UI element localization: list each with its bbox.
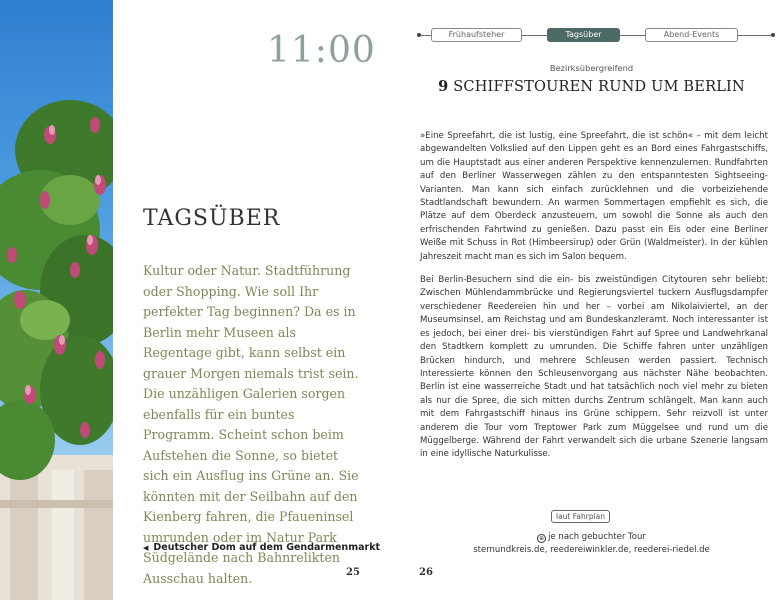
time-heading: 11:00 [267, 30, 376, 71]
web-icon: ⊕ [539, 535, 545, 542]
photo-caption [143, 542, 380, 553]
nav-dot-right [771, 33, 775, 37]
article-paragraph: »Eine Spreefahrt, die ist lustig, eine Spreefahrt, die ist schön« – mit dem leicht abgewandelten Volkslied auf den Lippen geht es an Bord eines Fahrgastschiffs, um die Hauptstadt aus einer anderen Perspektive kennenzulernen. Rundfahrten auf den Berliner Wasserwegen zählen zu den entspanntesten Sightseeing-Varianten. Man kann sich einfach zurücklehnen und die vorbeiziehende Stadtlandschaft bewundern. An warmen Sommertagen empfiehlt es sich, die Plätze auf dem Oberdeck anzusteuern, um sowohl die Sonne als auch den erfrischenden Fahrtwind zu genießen. Dazu passt ein Eis oder eine Berliner Weiße mit Schuss in Rot (Himbeersirup) oder Grün (Waldmeister). In der kühlen Jahreszeit macht man es sich im Salon bequem. [420, 131, 768, 262]
section-title: TAGSÜBER [143, 206, 281, 231]
nav-dot-left [417, 33, 421, 37]
photo-caption-text: Deutscher Dom auf dem Gendarmenmarkt [153, 542, 381, 553]
article-body [420, 130, 768, 472]
headline-number: 9 [438, 78, 449, 95]
tour-note: je nach gebuchter Tour [548, 532, 646, 542]
time-of-day-nav [419, 28, 773, 42]
price-badge: laut Fahrplan [551, 510, 610, 523]
page-number-right: 26 [419, 567, 433, 578]
page-number-left: 25 [346, 567, 360, 578]
intro-text: Kultur oder Natur. Stadtführung oder Shopping. Wie soll Ihr perfekter Tag beginnen? Da es in Berlin mehr Museen als Regentage gibt, kann selbst ein grauer Morgen niemals trist sein. Die unzähligen Galerien sorgen ebenfalls für ein buntes Programm. Scheint schon beim Aufstehen die Sonne, so bietet sich ein Ausflug ins Grüne an. Sie könnten mit der Seilbahn auf den Kienberg fahren, die Pfaueninsel umrunden oder im Natur Park Südgelände nach Bahnrelikten Ausschau halten. [143, 263, 359, 586]
headline-text: SCHIFFSTOUREN RUND UM BERLIN [453, 79, 745, 95]
tour-websites[interactable]: sternundkreis.de, reedereiwinkler.de, reederei-riedel.de [473, 545, 710, 555]
tour-info [419, 531, 764, 557]
tab-tagsueber[interactable]: Tagsüber [547, 28, 620, 42]
triangle-left-icon: ◀ [143, 543, 149, 552]
chestnut-blossom-photo [0, 0, 113, 600]
district-overline: Bezirksübergreifend [549, 63, 634, 73]
tree-illustration [0, 0, 113, 600]
tab-fruehaufsteher[interactable]: Frühaufsteher [431, 28, 522, 42]
tab-abend-events[interactable]: Abend-Events [645, 28, 738, 42]
article-paragraph: Bei Berlin-Besuchern sind die ein- bis zweistündigen Citytouren sehr beliebt: Zwischen Mühlendammbrücke und Regierungsviertel tuckern Ausflugsdampfer verschiedener Reedereien hin und her – vorbei am Nikolaiviertel, an der Museumsinsel, am Reichstag und am Bundeskanzleramt. Noch interessanter ist es jedoch, bei einer drei- bis vierstündigen Fahrt auf Spree und Landwehrkanal den Stadtkern komplett zu umrunden. Die Schiffe fahren unter unzähligen Brücken hindurch, und mehrere Schleusen werden passiert. Technisch Interessierte können den Schleusenvorgang aus nächster Nähe beobachten. Berlin ist eine wasserreiche Stadt und hat tatsächlich noch viel mehr zu bieten als nur die Spree, die sich mitten durchs Zentrum schlängelt. Man kann auch mit dem Fahrgastschiff hinaus ins Grüne schippern. Sehr reizvoll ist unter anderem die Tour vom Treptower Park zum Müggelsee und rund um die Müggelberge. Während der Fahrt verwandelt sich die urbane Szenerie langsam in eine idyllische Naturkulisse. [420, 275, 768, 460]
article-headline [419, 78, 764, 95]
